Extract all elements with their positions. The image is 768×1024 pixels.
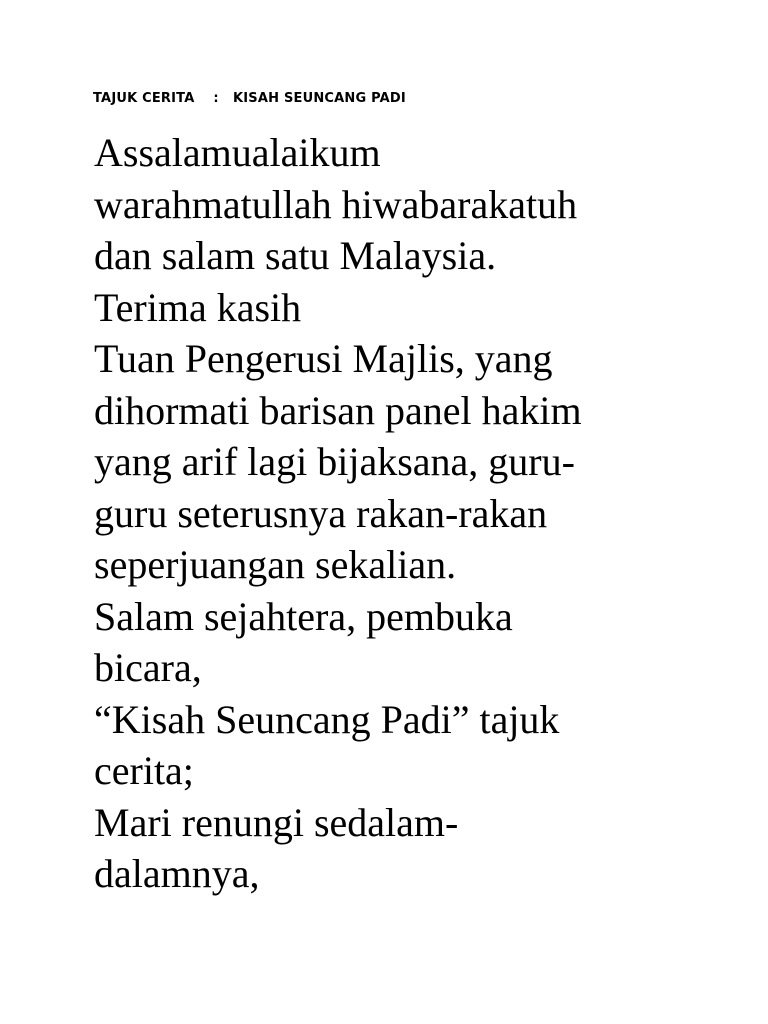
- text-line: dalamnya,: [94, 851, 260, 896]
- heading-gap: [195, 91, 214, 106]
- speech-body: [94, 127, 734, 900]
- text-line: cerita;: [94, 748, 194, 793]
- heading-label: TAJUK CERITA: [93, 91, 195, 106]
- text-line: Terima kasih: [94, 284, 302, 330]
- text-line: Mari renungi sedalam-: [94, 799, 459, 845]
- text-line: bicara,: [94, 645, 202, 690]
- text-line: “Kisah Seuncang Padi” tajuk: [94, 696, 560, 742]
- text-line: Salam sejahtera, pembuka: [94, 593, 513, 639]
- text-line: Tuan Pengerusi Majlis, yang: [94, 336, 553, 381]
- text-line: warahmatullah hiwabarakatuh: [94, 181, 578, 227]
- text-line: guru seterusnya rakan-rakan: [94, 490, 548, 536]
- heading-value: KISAH SEUNCANG PADI: [233, 91, 406, 106]
- story-title-heading: [93, 91, 406, 106]
- heading-separator: :: [213, 91, 219, 106]
- text-line: dan salam satu Malaysia.: [94, 233, 497, 278]
- text-line: seperjuangan sekalian.: [94, 542, 457, 587]
- text-line: Assalamualaikum: [94, 130, 381, 175]
- heading-gap: [219, 91, 233, 106]
- text-line: dihormati barisan panel hakim: [94, 387, 582, 433]
- text-line: yang arif lagi bijaksana, guru-: [94, 439, 575, 484]
